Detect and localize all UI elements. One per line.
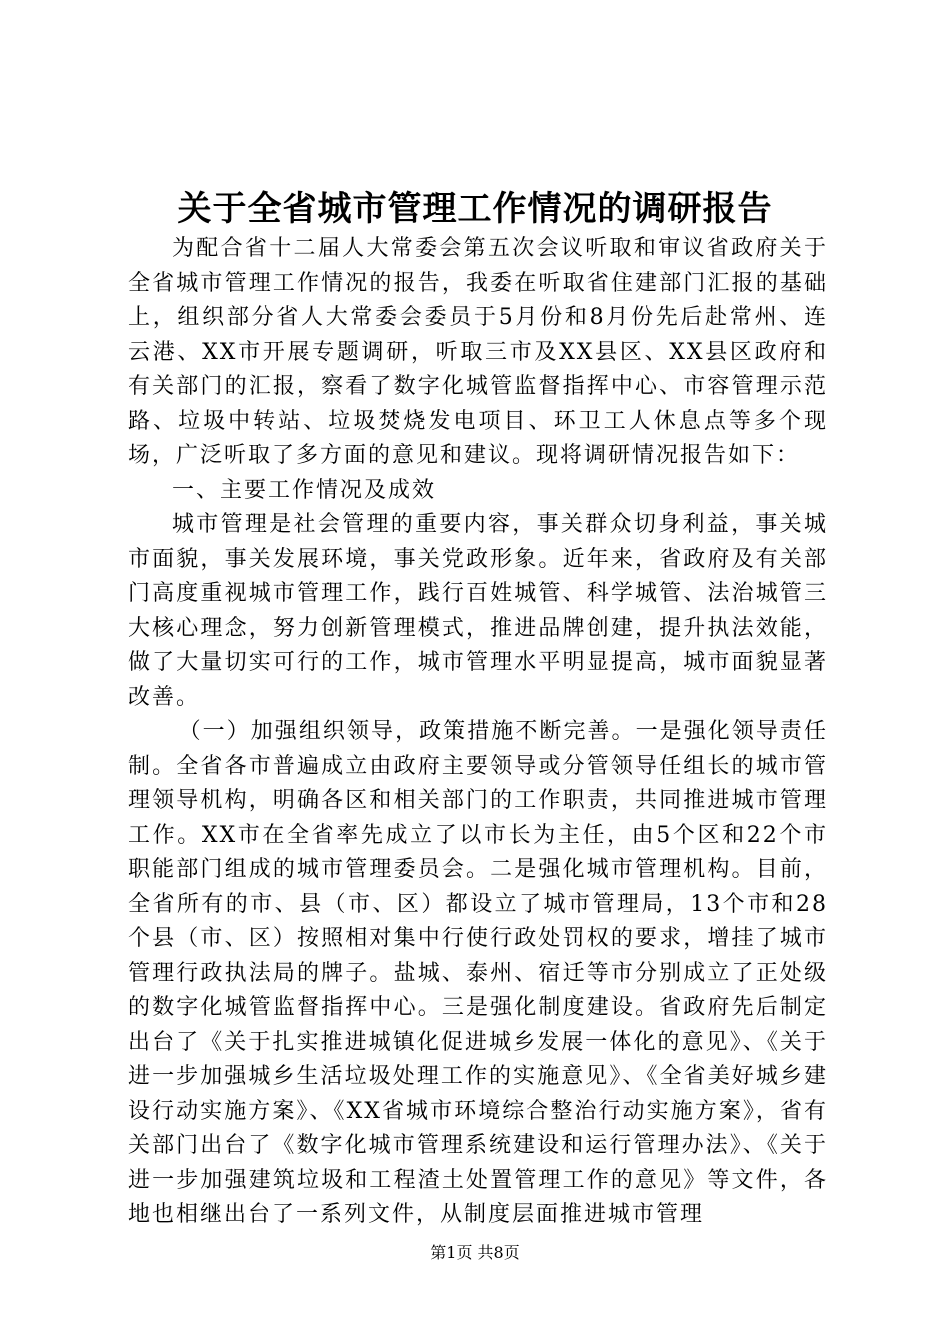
page-number-footer: 第1页 共8页: [430, 1243, 520, 1262]
section-heading: 一、主要工作情况及成效: [172, 477, 437, 503]
intro-paragraph: 为配合省十二届人大常委会第五次会议听取和审议省政府关于全省城市管理工作情况的报告，我委在听取省住建部门汇报的基础上，组织部分省人大常委会委员于5月份和8月份先后赴常州、连云港、XX市开展专题调研，听取三市及XX县区、XX县区政府和有关部门的汇报，察看了数字化城管监督指挥中心、市容管理示范路、垃圾中转站、垃圾焚烧发电项目、环卫工人休息点等多个现场，广泛听取了多方面的意见和建议。现将调研情况报告如下：: [128, 236, 828, 468]
body-paragraph: （一）加强组织领导，政策措施不断完善。一是强化领导责任制。全省各市普遍成立由政府主要领导或分管领导任组长的城市管理领导机构，明确各区和相关部门的工作职责，共同推进城市管理工作。XX市在全省率先成立了以市长为主任，由5个区和22个市职能部门组成的城市管理委员会。二是强化城市管理机构。目前，全省所有的市、县（市、区）都设立了城市管理局，13个市和28个县（市、区）按照相对集中行使行政处罚权的要求，增挂了城市管理行政执法局的牌子。盐城、泰州、宿迁等市分别成立了正处级的数字化城管监督指挥中心。三是强化制度建设。省政府先后制定出台了《关于扎实推进城镇化促进城乡发展一体化的意见》、《关于进一步加强城乡生活垃圾处理工作的实施意见》、《全省美好城乡建设行动实施方案》、《XX省城市环境综合整治行动实施方案》，省有关部门出台了《数字化城市管理系统建设和运行管理办法》、《关于进一步加强建筑垃圾和工程渣土处置管理工作的意见》等文件，各地也相继出台了一系列文件，从制度层面推进城市管理: [128, 719, 828, 1227]
document-title: 关于全省城市管理工作情况的调研报告: [177, 189, 773, 229]
document-body: [128, 232, 828, 1233]
body-paragraph: 城市管理是社会管理的重要内容，事关群众切身利益，事关城市面貌，事关发展环境，事关党政形象。近年来，省政府及有关部门高度重视城市管理工作，践行百姓城管、科学城管、法治城管三大核心理念，努力创新管理模式，推进品牌创建，提升执法效能，做了大量切实可行的工作，城市管理水平明显提高，城市面貌显著改善。: [128, 512, 828, 710]
